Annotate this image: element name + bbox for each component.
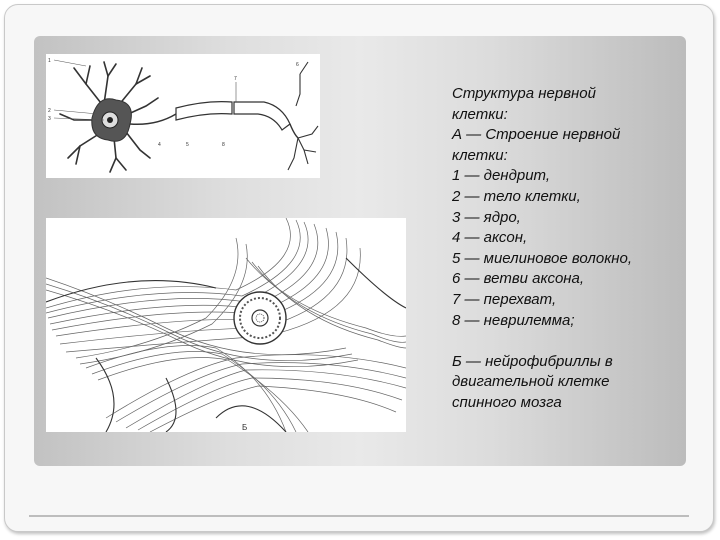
label-5: 5 [186,142,189,148]
neuron-structure-figure [46,54,320,178]
neurofibrils-figure [46,218,406,432]
caption-line: клетки: [452,146,508,164]
caption-line: 5 — миелиновое волокно, [452,249,633,267]
frame-bottom-rule [29,515,689,517]
caption-line: Структура нервной [452,85,596,102]
caption-line: 2 — тело клетки, [452,187,581,205]
caption-line: 6 — ветви аксона, [452,270,585,288]
label-7: 7 [234,76,237,82]
caption-line: 7 — перехват, [452,290,557,308]
caption-line: спинного мозга [452,393,562,411]
caption-spacer [452,331,682,352]
label-2: 2 [48,108,51,114]
figure-b-label: Б [242,423,248,432]
label-4: 4 [158,142,161,148]
label-6: 6 [296,62,299,68]
caption-line: двигательной клетке [452,373,610,391]
caption-line: 8 — неврилемма; [452,311,575,329]
neurofibrils-drawing [46,218,406,432]
figure-caption [452,84,682,414]
caption-line: 1 — дендрит, [452,167,551,185]
label-1: 1 [48,58,51,64]
label-3: 3 [48,116,51,122]
neuron-drawing [46,54,320,178]
label-8: 8 [222,142,225,148]
caption-line: Б — нейрофибриллы в [452,352,613,370]
caption-line: 4 — аксон, [452,229,528,247]
caption-line: клетки: [452,105,508,123]
caption-line: А — Строение нервной [452,126,621,144]
caption-line: 3 — ядро, [452,208,521,226]
